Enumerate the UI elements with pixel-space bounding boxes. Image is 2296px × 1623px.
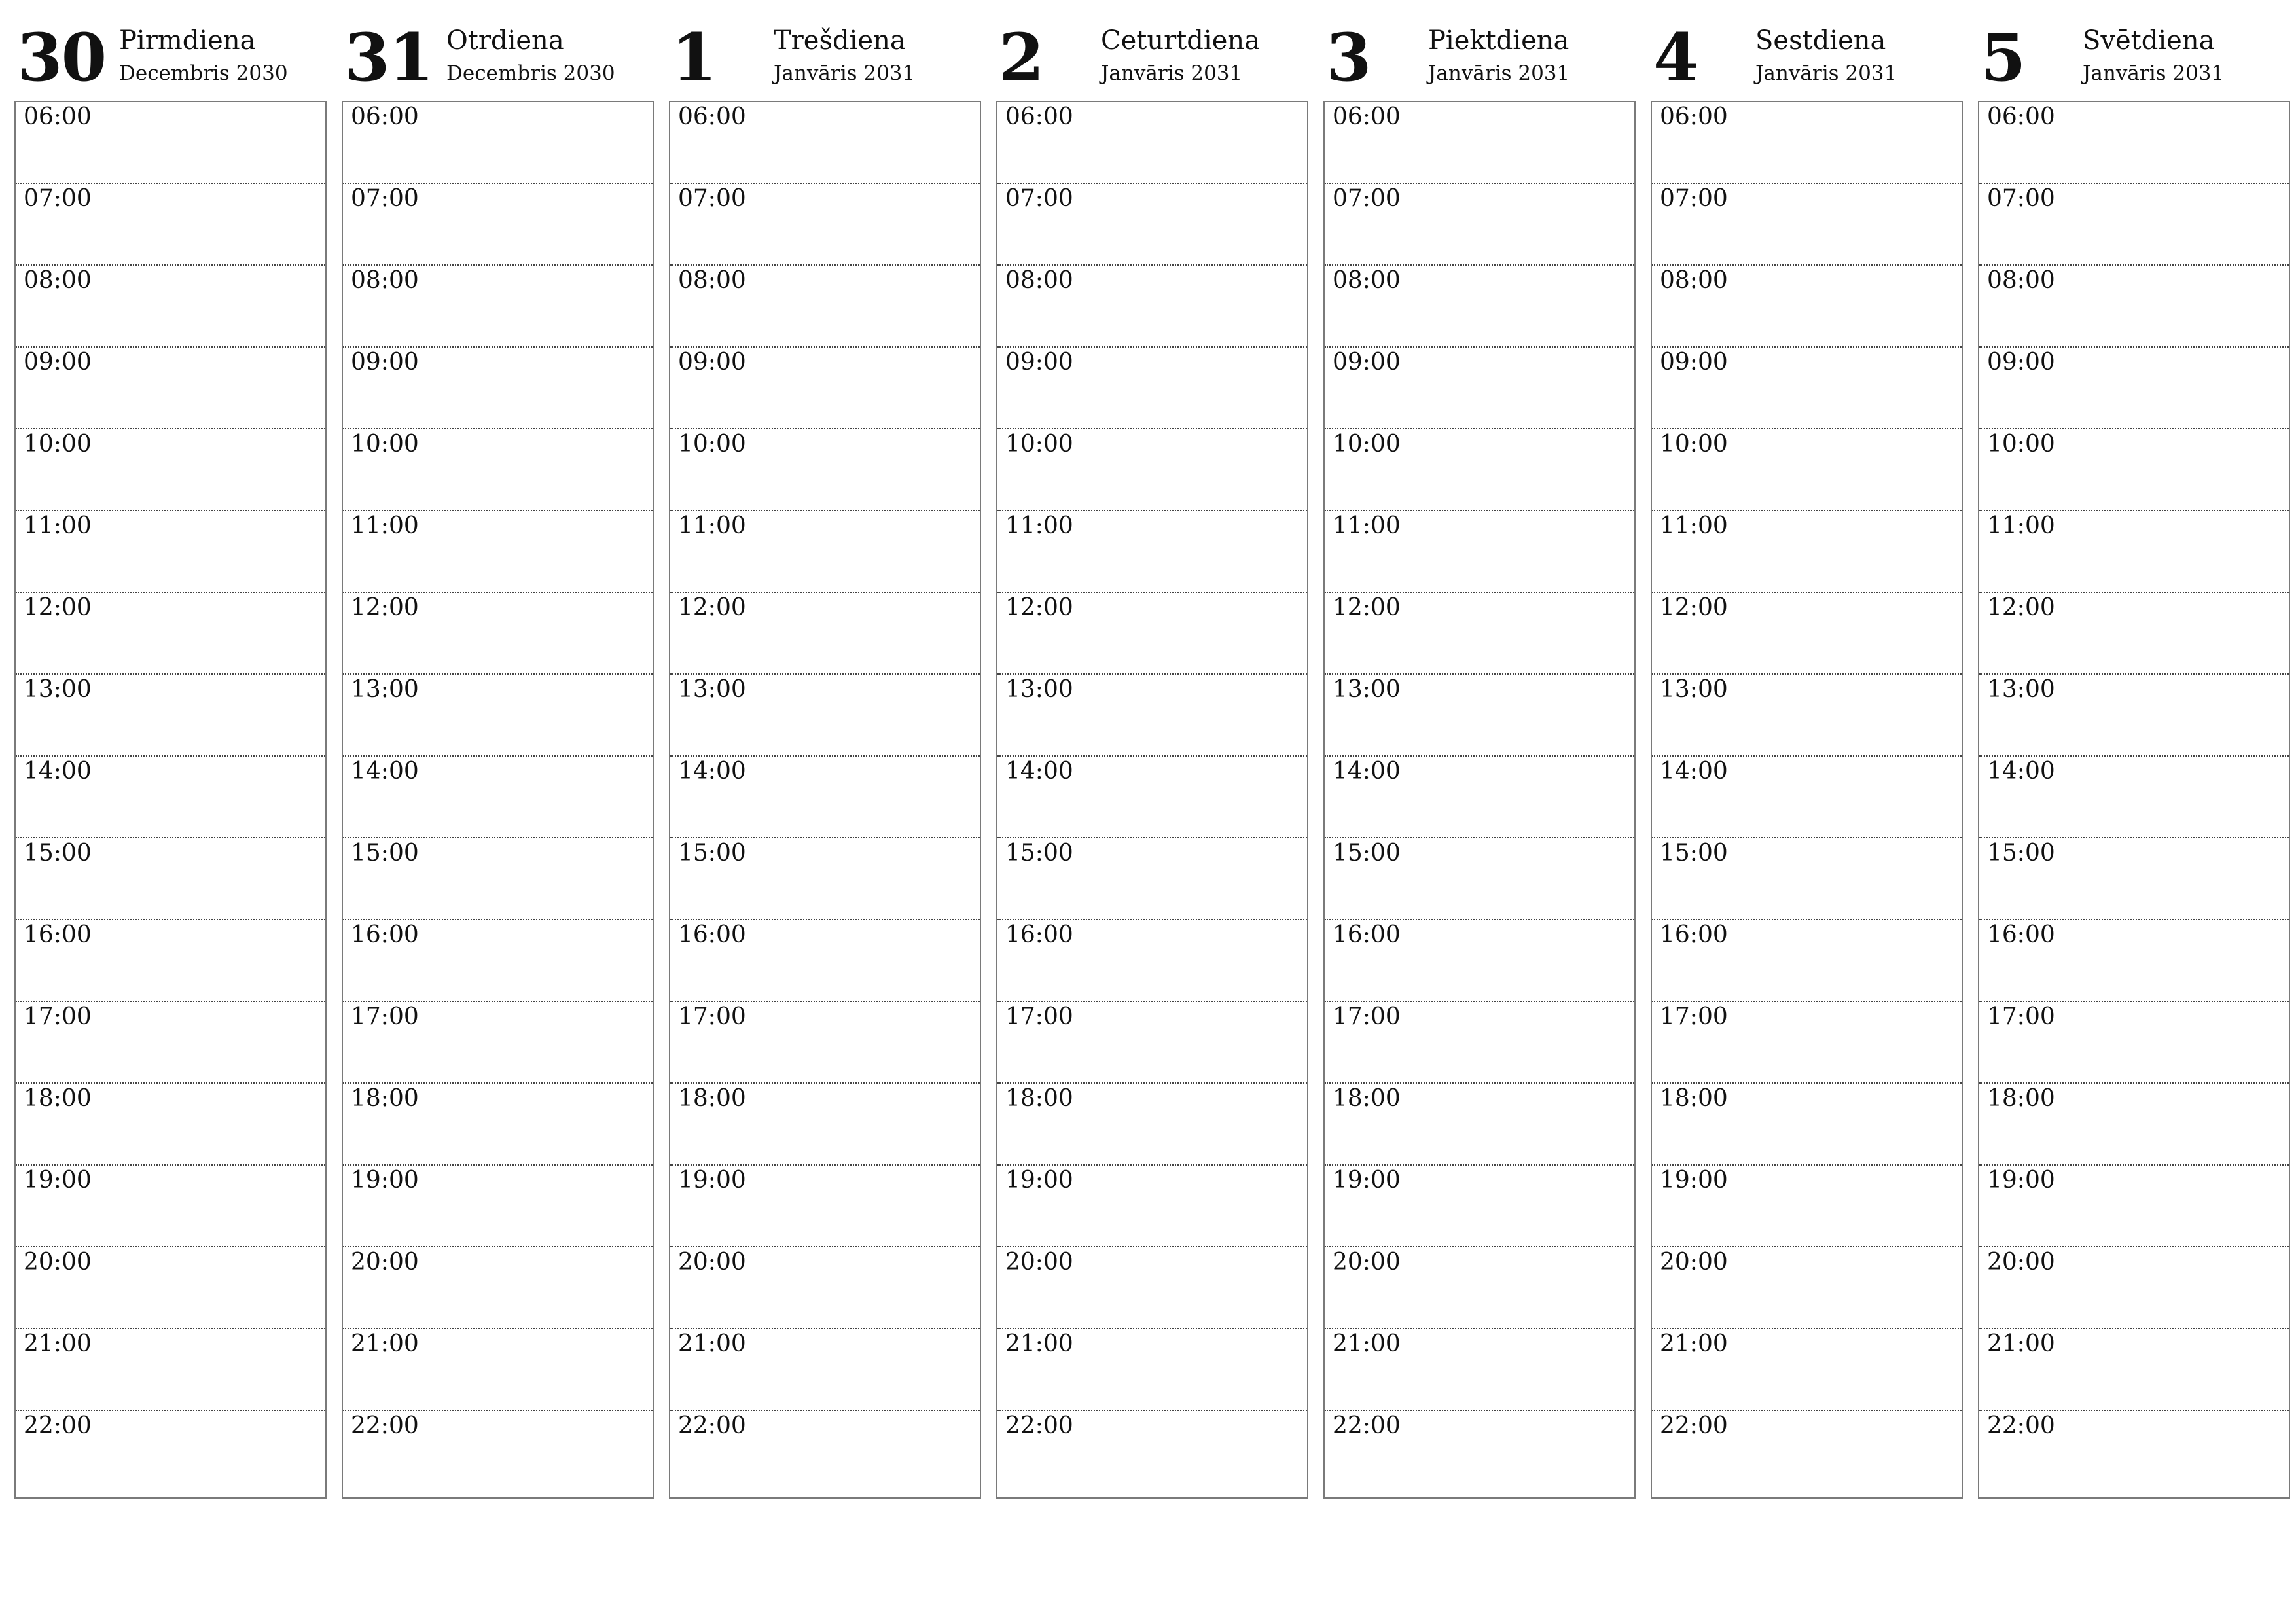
slot-time-label: 16:00 — [678, 921, 746, 948]
slot-time-label: 20:00 — [351, 1249, 419, 1275]
day-schedule-box — [669, 101, 981, 1499]
time-slot[interactable] — [1652, 1411, 1962, 1493]
slot-time-label: 14:00 — [351, 758, 419, 785]
time-slot[interactable] — [1652, 1329, 1962, 1411]
weekly-planner — [14, 20, 2291, 1500]
slot-time-label: 13:00 — [678, 676, 746, 703]
slot-time-label: 10:00 — [1987, 431, 2055, 457]
slot-time-label: 21:00 — [1987, 1330, 2055, 1357]
time-slot[interactable] — [997, 1247, 1307, 1329]
time-slots — [343, 102, 653, 1497]
slot-time-label: 07:00 — [1660, 185, 1728, 212]
day-column — [1323, 20, 1636, 1500]
slot-time-label: 13:00 — [1333, 676, 1401, 703]
slot-time-label: 18:00 — [1987, 1085, 2055, 1112]
day-header — [1651, 20, 1963, 101]
time-slot[interactable] — [1325, 184, 1634, 266]
slot-time-label: 19:00 — [1005, 1167, 1073, 1194]
day-schedule-box — [14, 101, 327, 1499]
time-slot[interactable] — [670, 838, 980, 920]
time-slot[interactable] — [1325, 675, 1634, 757]
slot-time-label: 19:00 — [24, 1167, 92, 1194]
time-slot[interactable] — [670, 1166, 980, 1247]
day-header — [14, 20, 327, 101]
slot-time-label: 06:00 — [1333, 103, 1401, 130]
time-slot[interactable] — [997, 920, 1307, 1002]
slot-time-label: 07:00 — [1987, 185, 2055, 212]
time-slot[interactable] — [16, 757, 325, 838]
slot-time-label: 09:00 — [678, 349, 746, 376]
slot-time-label: 17:00 — [24, 1003, 92, 1030]
time-slot[interactable] — [670, 593, 980, 675]
slot-time-label: 09:00 — [1005, 349, 1073, 376]
slot-time-label: 12:00 — [678, 594, 746, 621]
time-slot[interactable] — [1652, 675, 1962, 757]
slot-time-label: 11:00 — [678, 512, 746, 539]
slot-time-label: 19:00 — [1333, 1167, 1401, 1194]
time-slot[interactable] — [343, 1084, 653, 1166]
time-slot[interactable] — [1325, 757, 1634, 838]
month-year: Janvāris 2031 — [774, 62, 916, 85]
slot-time-label: 18:00 — [678, 1085, 746, 1112]
time-slot[interactable] — [997, 348, 1307, 429]
time-slot[interactable] — [1979, 429, 2289, 511]
day-number: 1 — [672, 19, 716, 96]
slot-time-label: 08:00 — [1660, 267, 1728, 294]
time-slot[interactable] — [997, 757, 1307, 838]
weekday-name: Piektdiena — [1428, 26, 1570, 56]
time-slot[interactable] — [343, 266, 653, 348]
time-slot[interactable] — [343, 838, 653, 920]
slot-time-label: 08:00 — [1987, 267, 2055, 294]
slot-time-label: 07:00 — [351, 185, 419, 212]
slot-time-label: 15:00 — [24, 840, 92, 866]
time-slots — [670, 102, 980, 1497]
weekday-name: Trešdiena — [774, 26, 906, 56]
day-header — [1323, 20, 1636, 101]
slot-time-label: 16:00 — [1660, 921, 1728, 948]
time-slot[interactable] — [1325, 102, 1634, 184]
slot-time-label: 07:00 — [678, 185, 746, 212]
slot-time-label: 13:00 — [1987, 676, 2055, 703]
slot-time-label: 08:00 — [1333, 267, 1401, 294]
slot-time-label: 16:00 — [1333, 921, 1401, 948]
time-slot[interactable] — [1325, 511, 1634, 593]
slot-time-label: 21:00 — [1333, 1330, 1401, 1357]
time-slot[interactable] — [1652, 1084, 1962, 1166]
day-number: 4 — [1653, 19, 1698, 96]
slot-time-label: 10:00 — [678, 431, 746, 457]
time-slot[interactable] — [1652, 429, 1962, 511]
time-slot[interactable] — [1979, 593, 2289, 675]
time-slot[interactable] — [343, 1329, 653, 1411]
slot-time-label: 15:00 — [1987, 840, 2055, 866]
time-slot[interactable] — [1325, 266, 1634, 348]
slot-time-label: 18:00 — [351, 1085, 419, 1112]
slot-time-label: 07:00 — [24, 185, 92, 212]
time-slot[interactable] — [16, 1002, 325, 1084]
weekday-name: Sestdiena — [1755, 26, 1886, 56]
slot-time-label: 20:00 — [1660, 1249, 1728, 1275]
month-year: Janvāris 2031 — [1101, 62, 1243, 85]
slot-time-label: 11:00 — [1005, 512, 1073, 539]
slot-time-label: 10:00 — [1005, 431, 1073, 457]
slot-time-label: 17:00 — [1333, 1003, 1401, 1030]
slot-time-label: 06:00 — [1660, 103, 1728, 130]
time-slot[interactable] — [16, 266, 325, 348]
slot-time-label: 15:00 — [351, 840, 419, 866]
slot-time-label: 07:00 — [1005, 185, 1073, 212]
time-slot[interactable] — [670, 1084, 980, 1166]
slot-time-label: 10:00 — [1333, 431, 1401, 457]
slot-time-label: 22:00 — [24, 1412, 92, 1439]
slot-time-label: 12:00 — [1333, 594, 1401, 621]
slot-time-label: 20:00 — [24, 1249, 92, 1275]
time-slot[interactable] — [343, 1411, 653, 1493]
time-slot[interactable] — [16, 1166, 325, 1247]
month-year: Janvāris 2031 — [1428, 62, 1570, 85]
time-slot[interactable] — [670, 266, 980, 348]
time-slot[interactable] — [670, 920, 980, 1002]
time-slot[interactable] — [997, 1166, 1307, 1247]
time-slot[interactable] — [997, 838, 1307, 920]
time-slot[interactable] — [670, 757, 980, 838]
slot-time-label: 10:00 — [1660, 431, 1728, 457]
slot-time-label: 20:00 — [1333, 1249, 1401, 1275]
slot-time-label: 17:00 — [1005, 1003, 1073, 1030]
time-slot[interactable] — [343, 1247, 653, 1329]
slot-time-label: 21:00 — [24, 1330, 92, 1357]
time-slot[interactable] — [1652, 184, 1962, 266]
slot-time-label: 17:00 — [678, 1003, 746, 1030]
month-year: Decembris 2030 — [119, 62, 288, 85]
slot-time-label: 19:00 — [1987, 1167, 2055, 1194]
time-slot[interactable] — [1325, 593, 1634, 675]
slot-time-label: 15:00 — [1333, 840, 1401, 866]
slot-time-label: 18:00 — [24, 1085, 92, 1112]
day-header — [669, 20, 981, 101]
slot-time-label: 06:00 — [678, 103, 746, 130]
slot-time-label: 06:00 — [1987, 103, 2055, 130]
slot-time-label: 08:00 — [1005, 267, 1073, 294]
day-header — [342, 20, 654, 101]
time-slot[interactable] — [16, 1084, 325, 1166]
time-slot[interactable] — [670, 1329, 980, 1411]
slot-time-label: 16:00 — [1005, 921, 1073, 948]
time-slot[interactable] — [997, 1002, 1307, 1084]
day-number: 5 — [1981, 19, 2025, 96]
slot-time-label: 12:00 — [351, 594, 419, 621]
slot-time-label: 12:00 — [1987, 594, 2055, 621]
slot-time-label: 17:00 — [351, 1003, 419, 1030]
time-slot[interactable] — [1979, 1247, 2289, 1329]
day-column — [669, 20, 981, 1500]
time-slot[interactable] — [343, 1166, 653, 1247]
slot-time-label: 14:00 — [678, 758, 746, 785]
time-slot[interactable] — [1652, 1247, 1962, 1329]
slot-time-label: 12:00 — [24, 594, 92, 621]
slot-time-label: 13:00 — [351, 676, 419, 703]
month-year: Decembris 2030 — [446, 62, 615, 85]
slot-time-label: 13:00 — [1660, 676, 1728, 703]
time-slot[interactable] — [1325, 348, 1634, 429]
day-header — [996, 20, 1308, 101]
slot-time-label: 11:00 — [1660, 512, 1728, 539]
time-slot[interactable] — [997, 675, 1307, 757]
time-slot[interactable] — [1325, 1002, 1634, 1084]
slot-time-label: 22:00 — [1005, 1412, 1073, 1439]
time-slot[interactable] — [1652, 1166, 1962, 1247]
weekday-name: Otrdiena — [446, 26, 564, 56]
time-slot[interactable] — [1652, 1002, 1962, 1084]
slot-time-label: 11:00 — [1987, 512, 2055, 539]
time-slot[interactable] — [343, 757, 653, 838]
time-slots — [16, 102, 325, 1497]
slot-time-label: 20:00 — [1987, 1249, 2055, 1275]
slot-time-label: 07:00 — [1333, 185, 1401, 212]
slot-time-label: 13:00 — [24, 676, 92, 703]
time-slot[interactable] — [343, 593, 653, 675]
day-number: 30 — [17, 19, 106, 96]
day-schedule-box — [996, 101, 1308, 1499]
time-slot[interactable] — [1979, 920, 2289, 1002]
slot-time-label: 11:00 — [24, 512, 92, 539]
time-slots — [1325, 102, 1634, 1497]
time-slot[interactable] — [997, 1084, 1307, 1166]
day-column — [14, 20, 327, 1500]
time-slot[interactable] — [343, 1002, 653, 1084]
day-schedule-box — [342, 101, 654, 1499]
slot-time-label: 14:00 — [1660, 758, 1728, 785]
day-schedule-box — [1651, 101, 1963, 1499]
day-column — [1978, 20, 2290, 1500]
time-slot[interactable] — [997, 1329, 1307, 1411]
slot-time-label: 22:00 — [1987, 1412, 2055, 1439]
time-slot[interactable] — [343, 511, 653, 593]
day-schedule-box — [1323, 101, 1636, 1499]
slot-time-label: 10:00 — [24, 431, 92, 457]
time-slot[interactable] — [670, 1002, 980, 1084]
slot-time-label: 06:00 — [351, 103, 419, 130]
slot-time-label: 09:00 — [351, 349, 419, 376]
time-slots — [1652, 102, 1962, 1497]
time-slots — [1979, 102, 2289, 1497]
slot-time-label: 08:00 — [678, 267, 746, 294]
time-slot[interactable] — [16, 838, 325, 920]
slot-time-label: 15:00 — [1660, 840, 1728, 866]
time-slot[interactable] — [1325, 838, 1634, 920]
slot-time-label: 21:00 — [351, 1330, 419, 1357]
time-slot[interactable] — [670, 348, 980, 429]
day-schedule-box — [1978, 101, 2290, 1499]
time-slot[interactable] — [1325, 1329, 1634, 1411]
time-slot[interactable] — [997, 184, 1307, 266]
time-slot[interactable] — [1979, 266, 2289, 348]
time-slot[interactable] — [1979, 1166, 2289, 1247]
slot-time-label: 18:00 — [1333, 1085, 1401, 1112]
slot-time-label: 19:00 — [351, 1167, 419, 1194]
slot-time-label: 22:00 — [678, 1412, 746, 1439]
slot-time-label: 22:00 — [351, 1412, 419, 1439]
slot-time-label: 17:00 — [1660, 1003, 1728, 1030]
time-slot[interactable] — [1979, 675, 2289, 757]
day-column — [996, 20, 1308, 1500]
time-slots — [997, 102, 1307, 1497]
slot-time-label: 19:00 — [678, 1167, 746, 1194]
time-slot[interactable] — [1652, 838, 1962, 920]
slot-time-label: 12:00 — [1660, 594, 1728, 621]
weekday-name: Ceturtdiena — [1101, 26, 1260, 56]
slot-time-label: 06:00 — [24, 103, 92, 130]
slot-time-label: 18:00 — [1005, 1085, 1073, 1112]
time-slot[interactable] — [670, 675, 980, 757]
slot-time-label: 21:00 — [678, 1330, 746, 1357]
slot-time-label: 08:00 — [24, 267, 92, 294]
slot-time-label: 20:00 — [1005, 1249, 1073, 1275]
time-slot[interactable] — [670, 429, 980, 511]
day-number: 31 — [344, 19, 433, 96]
time-slot[interactable] — [670, 102, 980, 184]
time-slot[interactable] — [1979, 1002, 2289, 1084]
slot-time-label: 06:00 — [1005, 103, 1073, 130]
time-slot[interactable] — [997, 102, 1307, 184]
slot-time-label: 17:00 — [1987, 1003, 2055, 1030]
slot-time-label: 16:00 — [24, 921, 92, 948]
weekday-name: Svētdiena — [2083, 26, 2215, 56]
time-slot[interactable] — [343, 920, 653, 1002]
time-slot[interactable] — [670, 1247, 980, 1329]
time-slot[interactable] — [16, 429, 325, 511]
time-slot[interactable] — [343, 348, 653, 429]
time-slot[interactable] — [343, 184, 653, 266]
slot-time-label: 08:00 — [351, 267, 419, 294]
time-slot[interactable] — [1325, 1084, 1634, 1166]
slot-time-label: 16:00 — [1987, 921, 2055, 948]
time-slot[interactable] — [1979, 348, 2289, 429]
day-header — [1978, 20, 2290, 101]
time-slot[interactable] — [1652, 266, 1962, 348]
slot-time-label: 13:00 — [1005, 676, 1073, 703]
slot-time-label: 14:00 — [1987, 758, 2055, 785]
slot-time-label: 19:00 — [1660, 1167, 1728, 1194]
slot-time-label: 22:00 — [1660, 1412, 1728, 1439]
time-slot[interactable] — [343, 429, 653, 511]
time-slot[interactable] — [1325, 920, 1634, 1002]
time-slot[interactable] — [1652, 757, 1962, 838]
slot-time-label: 15:00 — [1005, 840, 1073, 866]
time-slot[interactable] — [1979, 102, 2289, 184]
slot-time-label: 09:00 — [1333, 349, 1401, 376]
month-year: Janvāris 2031 — [1755, 62, 1897, 85]
slot-time-label: 12:00 — [1005, 594, 1073, 621]
time-slot[interactable] — [1979, 1329, 2289, 1411]
time-slot[interactable] — [16, 511, 325, 593]
time-slot[interactable] — [997, 266, 1307, 348]
time-slot[interactable] — [16, 675, 325, 757]
slot-time-label: 09:00 — [1987, 349, 2055, 376]
time-slot[interactable] — [997, 1411, 1307, 1493]
time-slot[interactable] — [670, 1411, 980, 1493]
slot-time-label: 11:00 — [1333, 512, 1401, 539]
slot-time-label: 09:00 — [24, 349, 92, 376]
time-slot[interactable] — [1979, 757, 2289, 838]
time-slot[interactable] — [1652, 511, 1962, 593]
time-slot[interactable] — [1325, 1247, 1634, 1329]
time-slot[interactable] — [343, 675, 653, 757]
slot-time-label: 16:00 — [351, 921, 419, 948]
time-slot[interactable] — [16, 348, 325, 429]
slot-time-label: 15:00 — [678, 840, 746, 866]
time-slot[interactable] — [1325, 1166, 1634, 1247]
slot-time-label: 21:00 — [1660, 1330, 1728, 1357]
time-slot[interactable] — [997, 593, 1307, 675]
day-column — [1651, 20, 1963, 1500]
time-slot[interactable] — [16, 184, 325, 266]
time-slot[interactable] — [997, 429, 1307, 511]
slot-time-label: 10:00 — [351, 431, 419, 457]
slot-time-label: 22:00 — [1333, 1412, 1401, 1439]
time-slot[interactable] — [1979, 184, 2289, 266]
time-slot[interactable] — [16, 1411, 325, 1493]
slot-time-label: 20:00 — [678, 1249, 746, 1275]
time-slot[interactable] — [1325, 429, 1634, 511]
time-slot[interactable] — [1652, 593, 1962, 675]
day-column — [342, 20, 654, 1500]
time-slot[interactable] — [670, 511, 980, 593]
time-slot[interactable] — [1979, 511, 2289, 593]
time-slot[interactable] — [343, 102, 653, 184]
slot-time-label: 11:00 — [351, 512, 419, 539]
time-slot[interactable] — [1652, 348, 1962, 429]
time-slot[interactable] — [1979, 1411, 2289, 1493]
time-slot[interactable] — [16, 593, 325, 675]
time-slot[interactable] — [1979, 1084, 2289, 1166]
slot-time-label: 14:00 — [24, 758, 92, 785]
day-number: 3 — [1326, 19, 1371, 96]
slot-time-label: 21:00 — [1005, 1330, 1073, 1357]
time-slot[interactable] — [16, 1247, 325, 1329]
time-slot[interactable] — [16, 102, 325, 184]
day-number: 2 — [999, 19, 1043, 96]
slot-time-label: 14:00 — [1333, 758, 1401, 785]
time-slot[interactable] — [1979, 838, 2289, 920]
time-slot[interactable] — [16, 920, 325, 1002]
slot-time-label: 14:00 — [1005, 758, 1073, 785]
time-slot[interactable] — [1652, 920, 1962, 1002]
time-slot[interactable] — [1652, 102, 1962, 184]
time-slot[interactable] — [1325, 1411, 1634, 1493]
month-year: Janvāris 2031 — [2083, 62, 2225, 85]
slot-time-label: 09:00 — [1660, 349, 1728, 376]
time-slot[interactable] — [670, 184, 980, 266]
time-slot[interactable] — [997, 511, 1307, 593]
time-slot[interactable] — [16, 1329, 325, 1411]
slot-time-label: 18:00 — [1660, 1085, 1728, 1112]
weekday-name: Pirmdiena — [119, 26, 256, 56]
